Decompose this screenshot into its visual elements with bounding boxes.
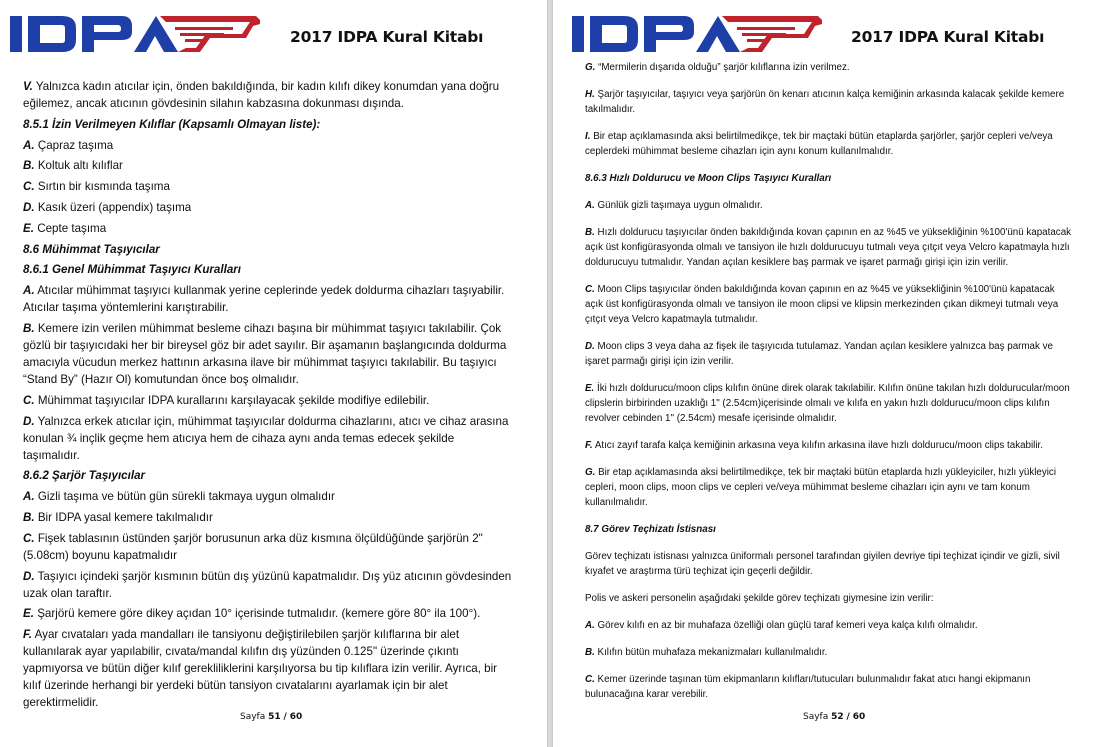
rule-item-text: Hızlı doldurucu taşıyıcılar önden bakıldığında kovan çapının en az %45 ve yüksekliğinin %100'ünü kapatacak açık üst konfigürasyonda olmalı ve tansiyon ile hızlı doldurucuyu tutmalı veya çıtçıt veya Velcro kapatmayla hızlı doldurucuyu tutmalıdır. Yandan açılan kesiklere baş parmak ve işaret parmağı girişi için izin verilir. (585, 227, 1072, 268)
paragraph: Görev teçhizatı istisnası yalnızca üniformalı personel tarafından giyilen devriye tipi teçhizat içindir ve gizli, sivil kıyafet ve araştırma türü teçhizat için geçerli değildir. (585, 551, 1060, 577)
rule-item-label: D. (23, 569, 35, 583)
rule-item-label: B. (23, 321, 35, 335)
page-body (585, 60, 1073, 714)
current-page: 51 (268, 712, 281, 722)
rule-item-label: A. (23, 490, 35, 504)
page-separator: / (846, 712, 850, 722)
current-page: 52 (831, 712, 844, 722)
document-title: 2017 IDPA Kural Kitabı (851, 28, 1045, 46)
rule-item (585, 339, 1073, 369)
rule-item-label: E. (23, 607, 34, 621)
rule-item-text: Bir IDPA yasal kemere takılmalıdır (37, 510, 213, 524)
rule-item-text: Şarjör taşıyıcılar, taşıyıcı veya şarjörün ön kenarı atıcının kalça kemiğinin arkasında kalacak şekilde kemere takılmalıdır. (585, 89, 1065, 115)
rule-item (23, 220, 513, 237)
page-separator: / (283, 712, 287, 722)
document-title: 2017 IDPA Kural Kitabı (290, 28, 484, 46)
rule-item-text: Çapraz taşıma (37, 138, 114, 152)
rule-item-label: A. (585, 200, 595, 211)
rule-item (585, 672, 1073, 702)
rule-item (585, 645, 1073, 660)
rule-item-label: G. (585, 62, 596, 73)
rule-item (585, 198, 1073, 213)
idpa-logo-icon (572, 14, 822, 54)
page-label: Sayfa (803, 712, 829, 722)
rule-item-text: İki hızlı doldurucu/moon clips kılıfın önüne direk olarak takılabilir. Kılıfın önüne takılan hızlı doldurucular/moon clipslerin birbirinden uzaklığı 1" (2.54cm)içerisinde olmalı ve kılıfa en yakın hızlı doldurucu/moon clips kılıfın revolver cebinden 1" (2.54cm) mesafe içerisinde olmalıdır. (585, 383, 1070, 424)
rule-item (23, 137, 513, 154)
rule-item-label: A. (23, 138, 35, 152)
rule-item-text: Cepte taşıma (37, 221, 107, 235)
rule-item-text: Mühimmat taşıyıcılar IDPA kurallarını karşılayacak şekilde modifiye edilebilir. (37, 393, 430, 407)
section-heading: 8.5.1 İzin Verilmeyen Kılıflar (Kapsamlı Olmayan liste): (23, 117, 321, 131)
rule-item-label: D. (23, 200, 35, 214)
rule-item-label: B. (23, 510, 35, 524)
section-heading: 8.6 Mühimmat Taşıyıcılar (23, 242, 160, 256)
rule-item (585, 87, 1073, 117)
paragraph: Polis ve askeri personelin aşağıdaki şekilde görev teçhizatı giymesine izin verilir: (585, 593, 934, 604)
rule-item-label: E. (23, 221, 34, 235)
rule-item-text: “Mermilerin dışarıda olduğu” şarjör kılıflarına izin verilmez. (598, 62, 850, 73)
rule-item-label: C. (585, 284, 595, 295)
page-label: Sayfa (240, 712, 266, 722)
page-body (23, 78, 513, 715)
rule-item-text: Kemer üzerinde taşınan tüm ekipmanların kılıfları/tutucuları bulunmalıdır fakat atıcı hangi ekipmanın bulunacağına karar verebilir. (585, 674, 1031, 700)
rule-item (23, 605, 513, 622)
rule-item (23, 488, 513, 505)
rule-item (23, 282, 513, 316)
rule-item-text: Fişek tablasının üstünden şarjör borusunun arka düz kısmına ölçüldüğünde şarjörün 2" (5.08cm) boyunu kapatmalıdır (23, 531, 483, 562)
rule-item-label: B. (585, 227, 595, 238)
rule-item-label: B. (585, 647, 595, 658)
rule-item-label: D. (23, 414, 35, 428)
rule-item-label: I. (585, 131, 591, 142)
rule-item-label: A. (585, 620, 595, 631)
rule-item-text: Kılıfın bütün muhafaza mekanizmaları kullanılmalıdır. (597, 647, 828, 658)
rule-item (23, 413, 513, 464)
rule-item-text: Moon Clips taşıyıcılar önden bakıldığında kovan çapının en az %45 ve yüksekliğinin %100'ünü kapatacak açık üst konfigürasyonda olmalı ve tansiyon ile moon clipsi ve klipsin merkezinden çıkan dikmeyi tutmalı veya çıtçıt veya Velcro kapatmayla tutmalıdır. (585, 284, 1059, 325)
section-heading: 8.6.1 Genel Mühimmat Taşıyıcı Kuralları (23, 263, 241, 277)
rule-item-text: Sırtın bir kısmında taşıma (37, 180, 170, 194)
rule-item (23, 320, 513, 388)
rule-item-text: Günlük gizli taşımaya uygun olmalıdır. (597, 200, 763, 211)
rule-item-label: A. (23, 284, 35, 298)
rule-item (585, 225, 1073, 270)
rule-item-label: C. (23, 393, 35, 407)
rule-item-label: V. (23, 80, 33, 93)
rule-item (585, 282, 1073, 327)
section-heading: 8.7 Görev Teçhizatı İstisnası (585, 524, 716, 535)
rule-item-label: G. (585, 467, 596, 478)
rule-item-text: Yalnızca kadın atıcılar için, önden bakıldığında, bir kadın kılıfı dikey konumdan yana doğru eğilemez, ancak atıcının gövdesinin silahın kabzasına dokunması dışında. (23, 80, 500, 110)
rule-item (585, 60, 1073, 75)
section-heading: 8.6.2 Şarjör Taşıyıcılar (23, 469, 146, 483)
rule-item (585, 381, 1073, 426)
rule-item-label: C. (23, 531, 35, 545)
rule-item (23, 509, 513, 526)
idpa-logo-icon (10, 14, 260, 54)
rule-item-text: Bir etap açıklamasında aksi belirtilmedikçe, tek bir maçtaki bütün etaplarda hızlı yükleyiciler, hızlı yükleyici cepleri, moon clips, moon clips ve cepleri ve/veya mühimmat besleme cihazları için aynı ve tam konum kullanılmalıdır. (585, 467, 1057, 508)
rule-item-label: H. (585, 89, 595, 100)
rule-item-text: Ayar cıvataları yada mandalları ile tansiyonu değiştirilebilen şarjör kılıflarına bir alet kullanılarak ayar yapılabilir, cıvata/mandal kılıfın dış yüzünden 0.125" üzerinde çıkıntı yapmıyorsa ve bütün diğer kılıf gerekliliklerini karşılıyorsa bu tip kılıflara izin verilir. Ayrıca, bir kılıf üzerinde herhangi bir yerdeki bütün tansiyon cıvatalarını ayarlamak için bir alet gerektirmelidir. (23, 628, 498, 710)
total-pages: 60 (852, 712, 866, 722)
rule-item-text: Bir etap açıklamasında aksi belirtilmedikçe, tek bir maçtaki bütün etaplarda şarjörler, şarjör cepleri ve/veya ceplerdeki mühimmat besleme cihazları için aynı konum kullanılmalıdır. (585, 131, 1053, 157)
rule-item-text: Atıcılar mühimmat taşıyıcı kullanmak yerine ceplerinde yedek doldurma cihazları taşıyabilir. Atıcılar taşıma yöntemlerini karıştırabilir. (23, 284, 505, 315)
rule-item-text: Atıcı zayıf tarafa kalça kemiğinin arkasına veya kılıfın arkasına ilave hızlı doldurucu/moon clips takabilir. (594, 440, 1043, 451)
rule-item-text: Moon clips 3 veya daha az fişek ile taşıyıcıda tutulamaz. Yandan açılan kesiklere yalnızca baş parmak ve işaret parmağı girişi için izin verilir. (585, 341, 1053, 367)
section-heading: 8.6.3 Hızlı Doldurucu ve Moon Clips Taşıyıcı Kuralları (585, 173, 832, 184)
rule-item-text: Kasık üzeri (appendix) taşıma (37, 200, 192, 214)
rule-item-label: C. (585, 674, 595, 685)
page-number (803, 712, 865, 722)
rule-item (23, 157, 513, 174)
rule-item-label: B. (23, 159, 35, 173)
rule-item (23, 626, 513, 711)
rule-item (585, 129, 1073, 159)
rule-item (23, 530, 513, 564)
rule-item-text: Yalnızca erkek atıcılar için, mühimmat taşıyıcılar doldurma cihazlarını, atıcı ve cihaz arasına konulan ¾ inçlik geçme hem atıcıya hem de cihaza aynı anda temas edecek şekilde taşımalıdır. (23, 414, 509, 462)
rule-item (23, 78, 513, 112)
rule-item-text: Görev kılıfı en az bir muhafaza özelliği olan güçlü taraf kemeri veya kalça kılıfı olmalıdır. (597, 620, 978, 631)
rule-item-text: Gizli taşıma ve bütün gün sürekli takmaya uygun olmalıdır (37, 490, 335, 504)
rule-item (23, 178, 513, 195)
rule-item-label: D. (585, 341, 595, 352)
rule-item-label: F. (23, 628, 33, 642)
rule-item (23, 199, 513, 216)
rule-item (585, 438, 1073, 453)
rule-item (23, 392, 513, 409)
rule-item (585, 465, 1073, 510)
rule-item (585, 618, 1073, 633)
rule-item-text: Şarjörü kemere göre dikey açıdan 10° içerisinde tutmalıdır. (kemere göre 80° ila 100°). (37, 607, 481, 621)
rule-item-label: C. (23, 180, 35, 194)
rule-item-label: E. (585, 383, 595, 394)
rule-item-text: Taşıyıcı içindeki şarjör kısmının bütün dış yüzünü kapatmalıdır. Dış yüz atıcının gövdesinden uzak olan taraftır. (23, 569, 512, 600)
rule-item-label: F. (585, 440, 593, 451)
total-pages: 60 (289, 712, 303, 722)
page-52 (553, 0, 1094, 747)
rule-item (23, 568, 513, 602)
rule-item-text: Kemere izin verilen mühimmat besleme cihazı başına bir mühimmat taşıyıcı takılabilir. Çok gözlü bir taşıyıcıdaki her bir bireysel göz bir adet sayılır. Bir aşamanın başlangıcında doldurma amacıyla vücudun merkez hattının arkasına ilave bir mühimmat taşıyıcı takılabilir. Bu taşıyıcı “Stand By” (Hazır Ol) komutundan önce boş olmalıdır. (23, 321, 507, 386)
page-number (240, 712, 302, 722)
rule-item-text: Koltuk altı kılıflar (37, 159, 123, 173)
